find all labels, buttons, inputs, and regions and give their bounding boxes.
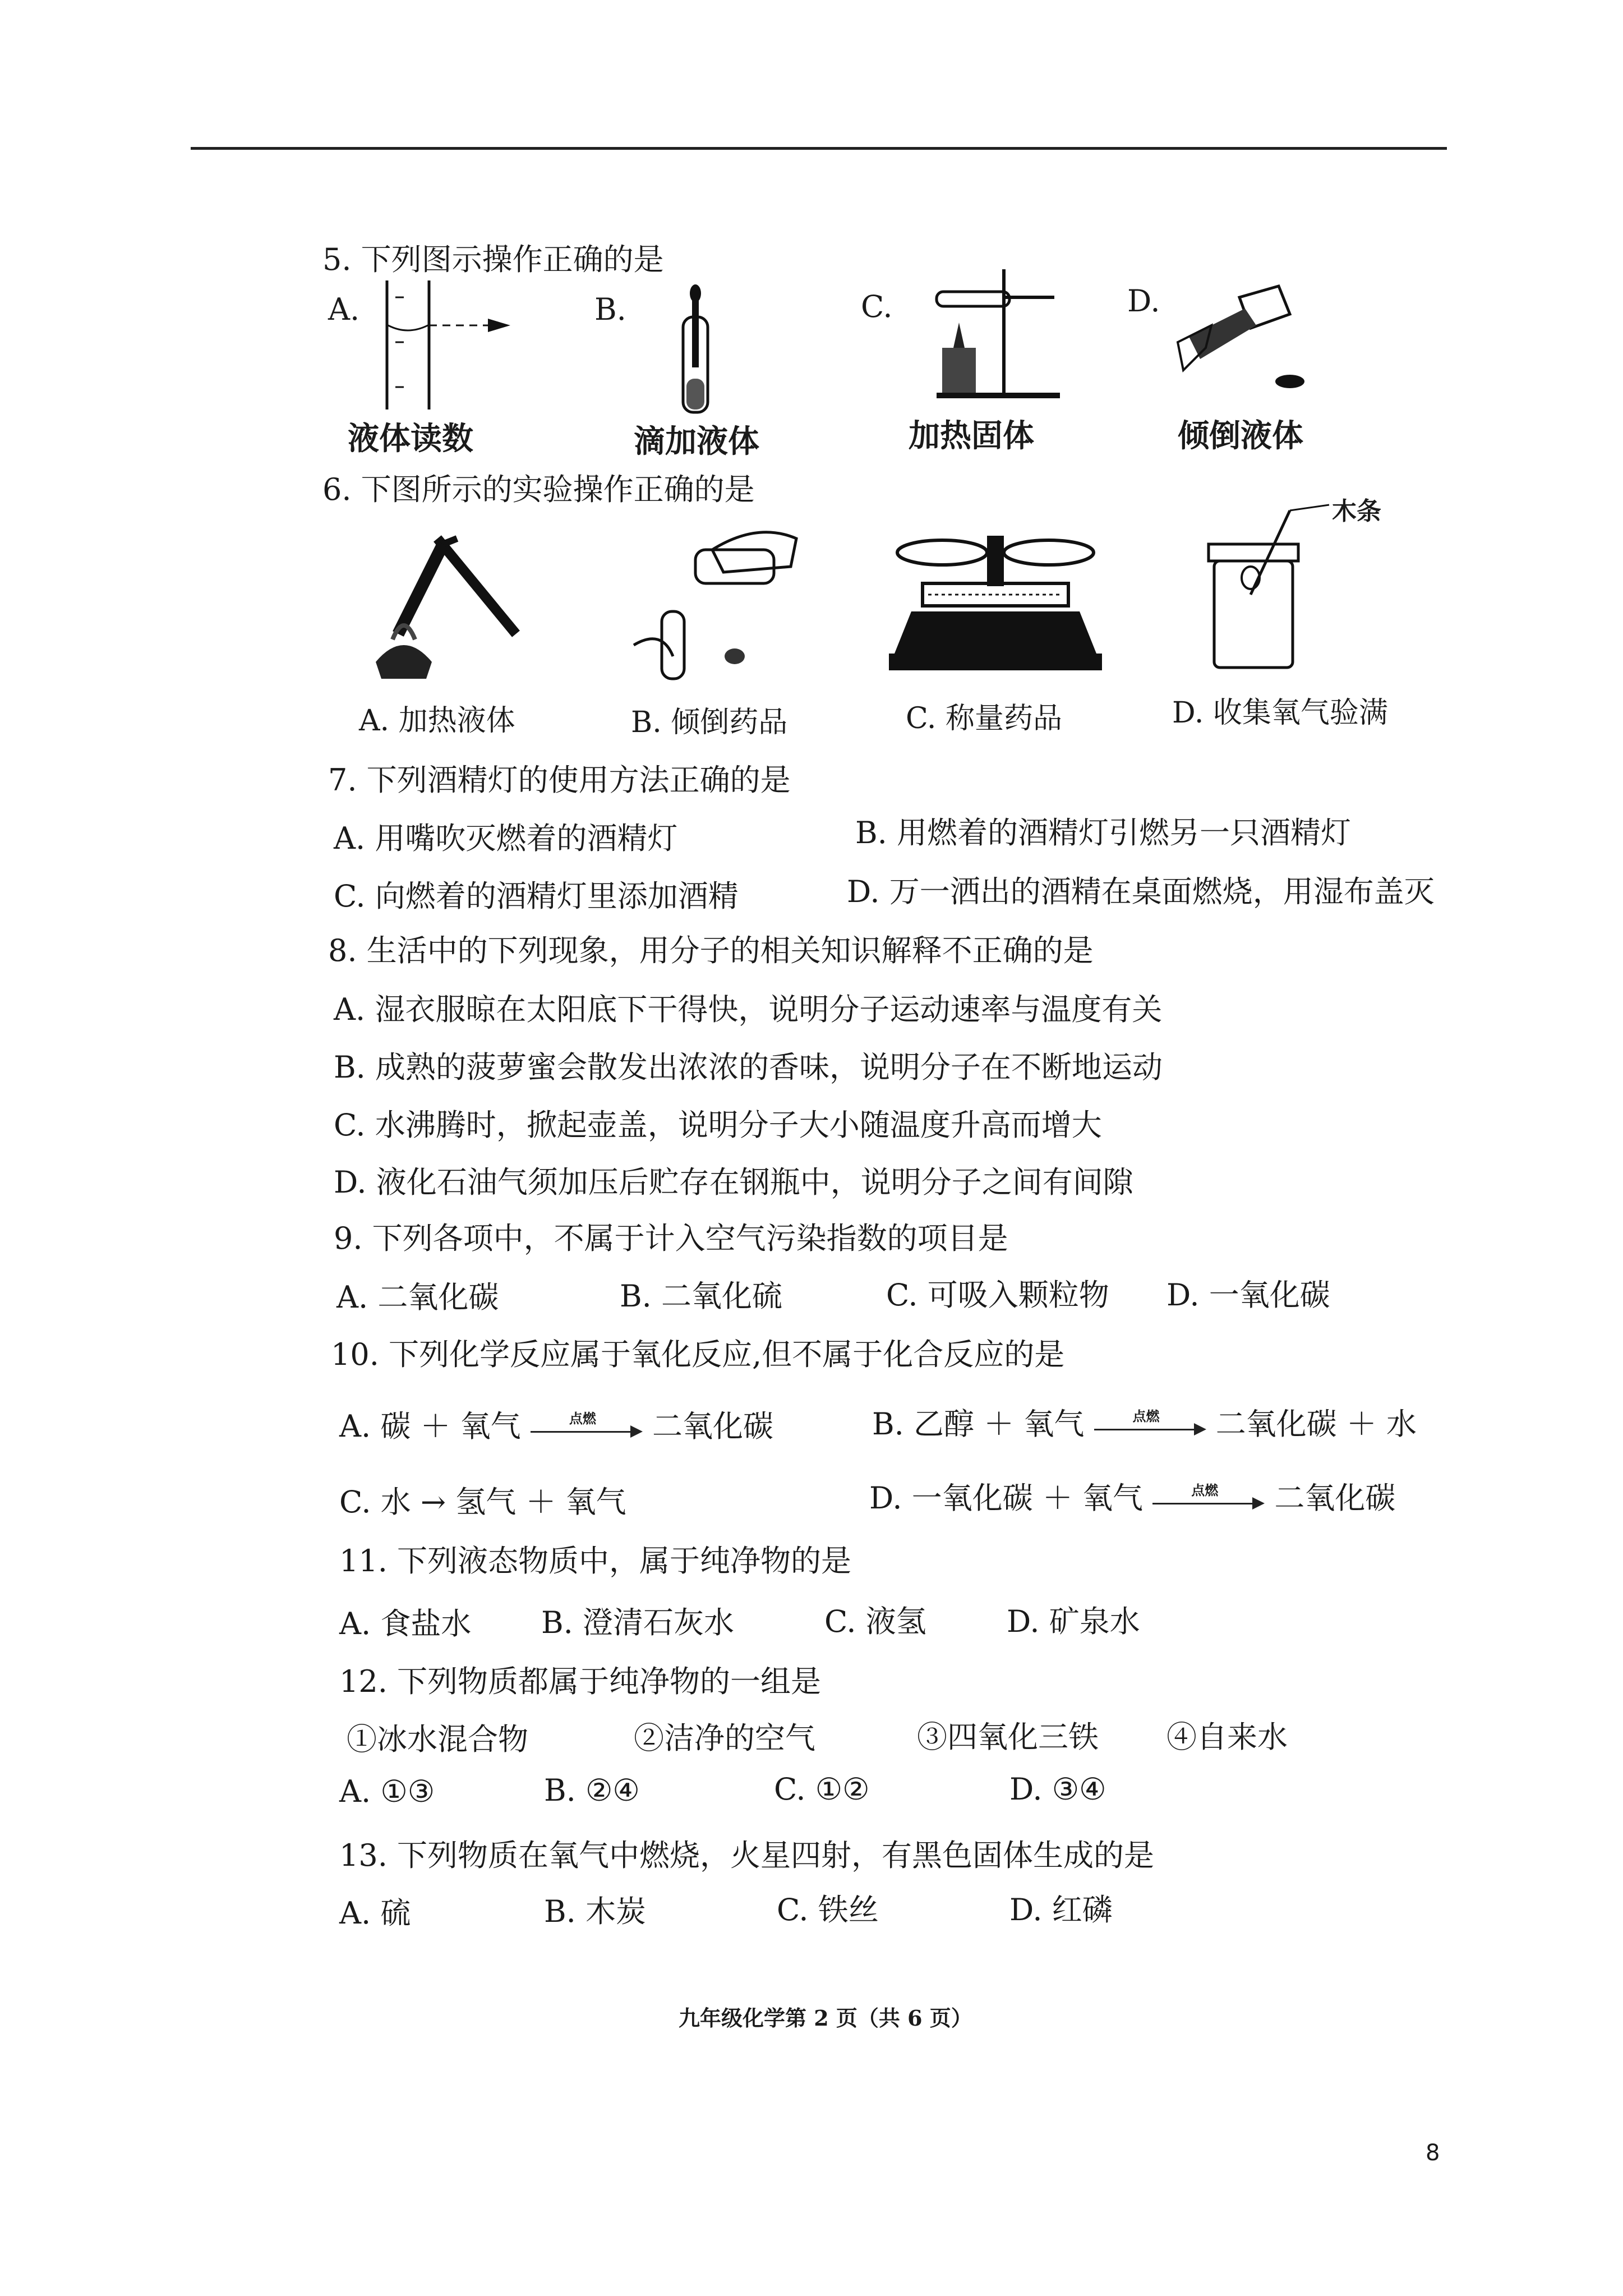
q10-option-d-reactants: D. 一氧化碳 ＋ 氧气: [869, 1480, 1144, 1516]
q12-option-a: A. ①③: [339, 1774, 435, 1809]
q9-option-d: D. 一氧化碳: [1166, 1277, 1330, 1313]
q12-item-2: ②洁净的空气: [634, 1720, 815, 1756]
q5-caption-d: 倾倒液体: [1178, 417, 1303, 454]
heating-liquid-figure: [359, 527, 527, 690]
pour-liquid-figure: [1166, 275, 1318, 404]
q12-item-4: ④自来水: [1166, 1719, 1288, 1755]
q12-item-3: ③四氧化三铁: [917, 1719, 1099, 1755]
q10-option-d-products: 二氧化碳: [1274, 1480, 1396, 1516]
q10-option-a-products: 二氧化碳: [652, 1409, 774, 1444]
ignite-label: 点燃: [569, 1410, 596, 1427]
q9-option-a: A. 二氧化碳: [336, 1280, 499, 1315]
q7-option-b: B. 用燃着的酒精灯引燃另一只酒精灯: [855, 815, 1352, 850]
q12-option-d: D. ③④: [1009, 1772, 1106, 1807]
q9-option-c: C. 可吸入颗粒物: [886, 1277, 1109, 1313]
ignite-label: 点燃: [1132, 1408, 1160, 1424]
q13-stem: 13. 下列物质在氧气中燃烧，火星四射，有黑色固体生成的是: [339, 1838, 1155, 1873]
q5-letter-b: B.: [594, 292, 626, 327]
page-footer: 九年级化学第 2 页（共 6 页）: [679, 2005, 972, 2031]
q12-item-1: ①冰水混合物: [347, 1722, 528, 1757]
q10-option-d: [869, 1474, 1395, 1517]
q7-option-a: A. 用嘴吹灭燃着的酒精灯: [334, 821, 678, 856]
q6-stem: 6. 下图所示的实验操作正确的是: [322, 472, 755, 507]
q7-option-c: C. 向燃着的酒精灯里添加酒精: [334, 878, 739, 914]
ignite-arrow: [531, 1410, 643, 1440]
q5-caption-c: 加热固体: [909, 417, 1034, 454]
pouring-reagent-figure: [628, 516, 813, 690]
q11-option-d: D. 矿泉水: [1007, 1604, 1140, 1639]
q10-option-b-reactants: B. 乙醇 ＋ 氧气: [872, 1406, 1085, 1442]
q13-option-c: C. 铁丝: [777, 1892, 879, 1927]
q6-caption-c: C. 称量药品: [906, 702, 1062, 735]
q6-caption-b: B. 倾倒药品: [631, 706, 788, 739]
q5-letter-d: D.: [1127, 283, 1160, 319]
q10-option-a-reactants: A. 碳 ＋ 氧气: [339, 1409, 521, 1444]
q13-option-a: A. 硫: [339, 1895, 411, 1931]
q7-option-d: D. 万一洒出的酒精在桌面燃烧，用湿布盖灭: [847, 874, 1435, 909]
q11-option-a: A. 食盐水: [339, 1606, 472, 1641]
q10-option-a: [339, 1402, 773, 1446]
dropper-figure: [673, 283, 718, 418]
ignite-arrow: [1094, 1408, 1206, 1438]
q6-caption-d: D. 收集氧气验满: [1172, 696, 1388, 730]
q12-option-b: B. ②④: [544, 1773, 640, 1808]
q8-option-a: A. 湿衣服晾在太阳底下干得快，说明分子运动速率与温度有关: [334, 992, 1163, 1027]
q8-option-d: D. 液化石油气须加压后贮存在钢瓶中，说明分子之间有间隙: [334, 1165, 1133, 1200]
q7-stem: 7. 下列酒精灯的使用方法正确的是: [328, 762, 791, 798]
q5-caption-b: 滴加液体: [634, 423, 759, 460]
q8-option-c: C. 水沸腾时，掀起壶盖，说明分子大小随温度升高而增大: [334, 1107, 1102, 1143]
top-rule: [191, 147, 1447, 150]
q10-option-c: C. 水 → 氢气 ＋ 氧气: [339, 1484, 626, 1520]
balance-figure: [889, 533, 1102, 684]
ignite-label: 点燃: [1191, 1482, 1219, 1498]
ignite-arrow: [1152, 1482, 1265, 1512]
cylinder-reading-figure: [376, 275, 522, 415]
q11-option-c: C. 液氢: [824, 1604, 926, 1639]
page-number: 8: [1426, 2140, 1440, 2166]
q5-letter-a: A.: [328, 292, 360, 327]
q9-option-b: B. 二氧化硫: [620, 1278, 783, 1314]
heating-solid-figure: [920, 264, 1077, 404]
q8-stem: 8. 生活中的下列现象，用分子的相关知识解释不正确的是: [328, 933, 1094, 968]
q12-stem: 12. 下列物质都属于纯净物的一组是: [339, 1664, 822, 1699]
q6-caption-a: A. 加热液体: [359, 704, 515, 738]
q8-option-b: B. 成熟的菠萝蜜会散发出浓浓的香味，说明分子在不断地运动: [334, 1050, 1163, 1085]
q5-caption-a: 液体读数: [348, 420, 473, 457]
q13-option-d: D. 红磷: [1009, 1892, 1113, 1927]
q11-stem: 11. 下列液态物质中，属于纯净物的是: [339, 1543, 852, 1579]
q5-stem: 5. 下列图示操作正确的是: [322, 242, 664, 277]
q9-stem: 9. 下列各项中，不属于计入空气污染指数的项目是: [334, 1221, 1008, 1256]
q10-option-b: [872, 1400, 1417, 1443]
q10-option-b-products: 二氧化碳 ＋ 水: [1215, 1406, 1417, 1442]
q12-option-c: C. ①②: [774, 1772, 870, 1807]
q5-letter-c: C.: [861, 289, 893, 324]
wood-strip-label: 木条: [1332, 497, 1381, 526]
q13-option-b: B. 木炭: [544, 1894, 647, 1929]
q10-stem: 10. 下列化学反应属于氧化反应,但不属于化合反应的是: [331, 1337, 1065, 1372]
q11-option-b: B. 澄清石灰水: [541, 1605, 735, 1640]
